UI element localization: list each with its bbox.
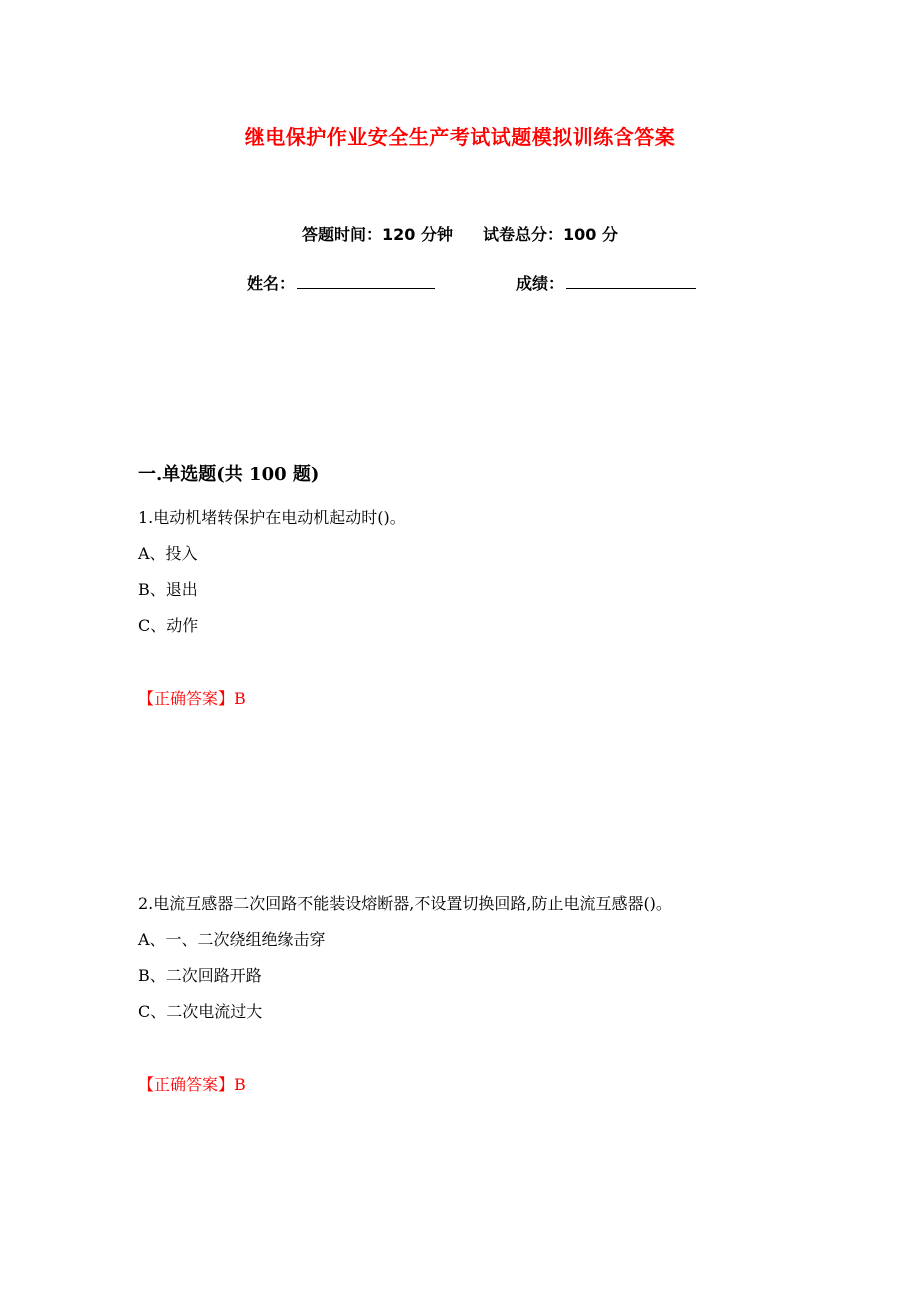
question-2-option-a: A、一、二次绕组绝缘击穿	[138, 930, 326, 949]
question-2-option-b: B、二次回路开路	[138, 966, 262, 985]
question-1-option-c: C、动作	[138, 616, 199, 635]
exam-total-score: 试卷总分：100 分	[483, 225, 618, 244]
question-1-option-b: B、退出	[138, 580, 198, 599]
grade-field	[516, 271, 696, 294]
exam-info	[0, 222, 920, 245]
section-heading: 一.单选题(共 100 题)	[138, 464, 320, 485]
grade-label: 成绩：	[516, 274, 565, 293]
question-2-answer: 【正确答案】B	[138, 1075, 246, 1094]
question-1-option-a: A、投入	[138, 544, 198, 563]
question-2-stem: 2.电流互感器二次回路不能装设熔断器,不设置切换回路,防止电流互感器()。	[138, 894, 672, 913]
page-title: 继电保护作业安全生产考试试题模拟训练含答案	[244, 125, 676, 149]
name-field	[247, 271, 435, 294]
name-label: 姓名：	[247, 274, 296, 293]
question-1-stem: 1.电动机堵转保护在电动机起动时()。	[138, 508, 406, 527]
exam-time: 答题时间：120 分钟	[302, 225, 453, 244]
name-blank-line	[297, 272, 435, 289]
question-2-option-c: C、二次电流过大	[138, 1002, 263, 1021]
question-1-answer: 【正确答案】B	[138, 689, 246, 708]
grade-blank-line	[566, 272, 696, 289]
